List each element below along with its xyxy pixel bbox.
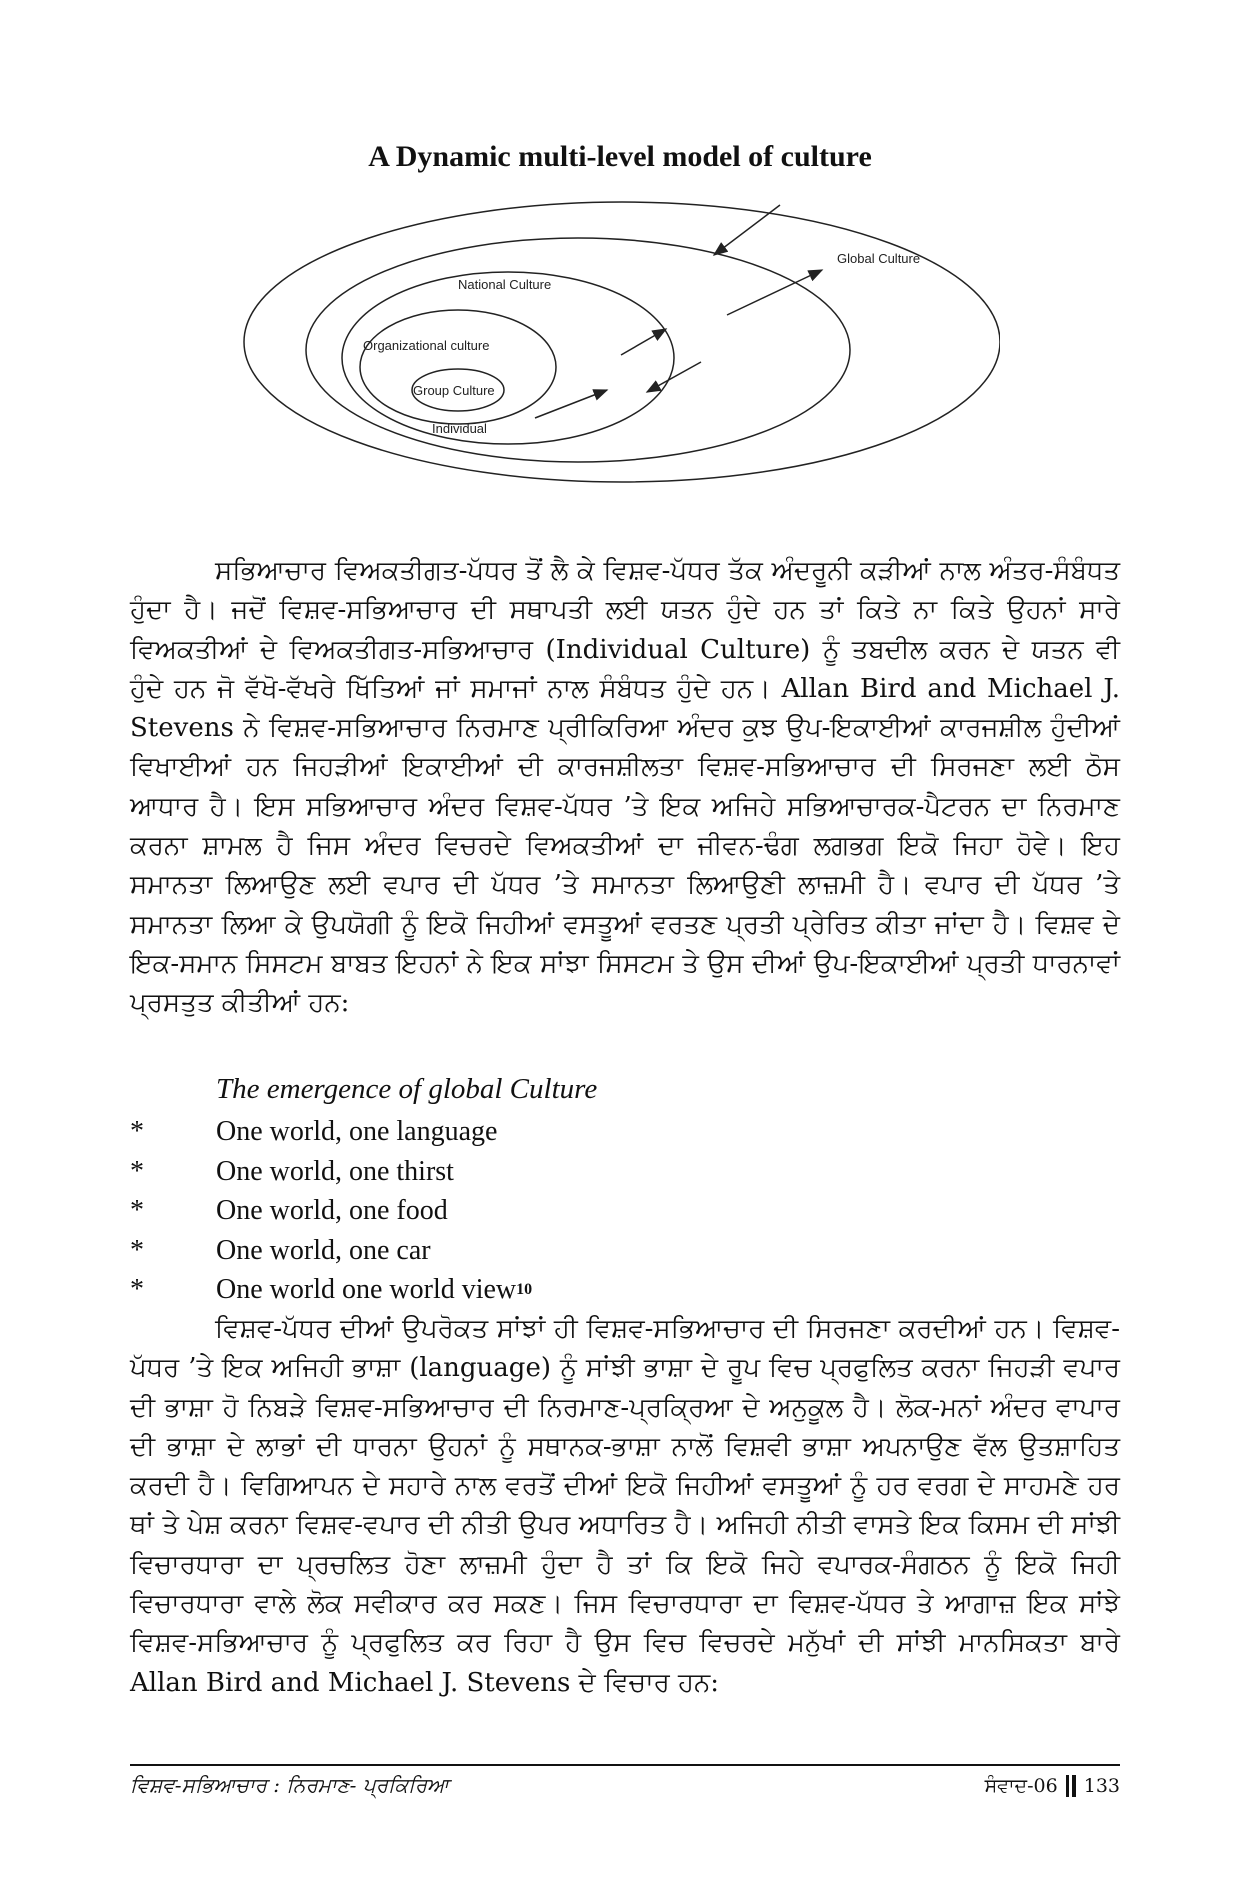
- arrow-individual-to-group: [535, 390, 607, 418]
- footnote-reference[interactable]: 10: [516, 1281, 533, 1298]
- group-culture-label: Group Culture: [413, 383, 495, 398]
- arrow-national-to-global: [727, 270, 822, 315]
- footer-rule: [130, 1764, 1120, 1766]
- footer-running-title: ਵਿਸ਼ਵ-ਸਭਿਆਚਾਰ : ਨਿਰਮਾਣ- ਪ੍ਰਕਿਰਿਆ: [130, 1773, 449, 1797]
- individual-label: Individual: [432, 421, 487, 436]
- bullet-list: [130, 1112, 532, 1310]
- list-item: [130, 1152, 532, 1192]
- bullet-text: One world, one language: [216, 1116, 498, 1147]
- list-item: [130, 1191, 532, 1231]
- footer-issue: ਸੰਵਾਦ-06: [984, 1775, 1058, 1797]
- organizational-culture-ellipse: [342, 272, 674, 444]
- subheading: The emergence of global Culture: [216, 1073, 598, 1105]
- bullet-marker: *: [130, 1116, 144, 1147]
- bullet-marker: *: [130, 1234, 144, 1266]
- organizational-culture-label: Organizational culture: [363, 338, 490, 353]
- bullet-text: One world one world view: [216, 1274, 517, 1305]
- bullet-text: One world, one thirst: [216, 1155, 454, 1187]
- bullet-text: One world, one car: [216, 1234, 431, 1266]
- national-culture-label: National Culture: [458, 277, 552, 292]
- page-title: A Dynamic multi-level model of culture: [368, 140, 872, 173]
- global-culture-ellipse: [244, 202, 1000, 482]
- bullet-marker: *: [130, 1155, 144, 1187]
- list-item: [130, 1231, 532, 1271]
- separator-bars-icon: [1066, 1775, 1076, 1797]
- arrow-organizational-to-national: [621, 329, 666, 355]
- page-number: 133: [1083, 1775, 1120, 1797]
- global-culture-label: Global Culture: [837, 251, 921, 266]
- list-item: [130, 1270, 532, 1310]
- footer-page-info: [985, 1775, 1120, 1797]
- list-item: [130, 1112, 532, 1152]
- bullet-marker: *: [130, 1195, 144, 1226]
- bullet-text: One world, one food: [216, 1195, 448, 1226]
- group-culture-ellipse: [360, 310, 556, 424]
- bullet-marker: *: [130, 1274, 144, 1305]
- arrow-global-to-national: [714, 205, 780, 255]
- paragraph-intro: ਸਭਿਆਚਾਰ ਵਿਅਕਤੀਗਤ-ਪੱਧਰ ਤੋਂ ਲੈ ਕੇ ਵਿਸ਼ਵ-ਪੱਧਰ ਤੱਕ ਅੰਦਰੂਨੀ ਕੜੀਆਂ ਨਾਲ ਅੰਤਰ-ਸੰਬੰਧਤ ਹੁੰਦਾ ਹੈ। ਜਦੋਂ ਵਿਸ਼ਵ-ਸਭਿਆਚਾਰ ਦੀ ਸਥਾਪਤੀ ਲਈ ਯਤਨ ਹੁੰਦੇ ਹਨ ਤਾਂ ਕਿਤੇ ਨਾ ਕਿਤੇ ਉਹਨਾਂ ਸਾਰੇ ਵਿਅਕਤੀਆਂ ਦੇ ਵਿਅਕਤੀਗਤ-ਸਭਿਆਚਾਰ (Individual Culture) ਨੂੰ ਤਬਦੀਲ ਕਰਨ ਦੇ ਯਤਨ ਵੀ ਹੁੰਦੇ ਹਨ ਜੋ ਵੱਖੋ-ਵੱਖਰੇ ਖਿੱਤਿਆਂ ਜਾਂ ਸਮਾਜਾਂ ਨਾਲ ਸੰਬੰਧਤ ਹੁੰਦੇ ਹਨ। Allan Bird and Michael J. Stevens ਨੇ ਵਿਸ਼ਵ-ਸਭਿਆਚਾਰ ਨਿਰਮਾਣ ਪ੍ਰੀਕਿਰਿਆ ਅੰਦਰ ਕੁਝ ਉਪ-ਇਕਾਈਆਂ ਕਾਰਜਸ਼ੀਲ ਹੁੰਦੀਆਂ ਵਿਖਾਈਆਂ ਹਨ ਜਿਹੜੀਆਂ ਇਕਾਈਆਂ ਦੀ ਕਾਰਜਸ਼ੀਲਤਾ ਵਿਸ਼ਵ-ਸਭਿਆਚਾਰ ਦੀ ਸਿਰਜਣਾ ਲਈ ਠੋਸ ਆਧਾਰ ਹੈ। ਇਸ ਸਭਿਆਚਾਰ ਅੰਦਰ ਵਿਸ਼ਵ-ਪੱਧਰ ’ਤੇ ਇਕ ਅਜਿਹੇ ਸਭਿਆਚਾਰਕ-ਪੈਟਰਨ ਦਾ ਨਿਰਮਾਣ ਕਰਨਾ ਸ਼ਾਮਲ ਹੈ ਜਿਸ ਅੰਦਰ ਵਿਚਰਦੇ ਵਿਅਕਤੀਆਂ ਦਾ ਜੀਵਨ-ਢੰਗ ਲਗਭਗ ਇਕੋ ਜਿਹਾ ਹੋਵੇ। ਇਹ ਸਮਾਨਤਾ ਲਿਆਉਣ ਲਈ ਵਪਾਰ ਦੀ ਪੱਧਰ ’ਤੇ ਸਮਾਨਤਾ ਲਿਆਉਣੀ ਲਾਜ਼ਮੀ ਹੈ। ਵਪਾਰ ਦੀ ਪੱਧਰ ’ਤੇ ਸਮਾਨਤਾ ਲਿਆ ਕੇ ਉਪਯੋਗੀ ਨੂੰ ਇਕੋ ਜਿਹੀਆਂ ਵਸਤੂਆਂ ਵਰਤਣ ਪ੍ਰਤੀ ਪ੍ਰੇਰਿਤ ਕੀਤਾ ਜਾਂਦਾ ਹੈ। ਵਿਸ਼ਵ ਦੇ ਇਕ-ਸਮਾਨ ਸਿਸਟਮ ਬਾਬਤ ਇਹਨਾਂ ਨੇ ਇਕ ਸਾਂਝਾ ਸਿਸਟਮ ਤੇ ਉਸ ਦੀਆਂ ਉਪ-ਇਕਾਈਆਂ ਪ੍ਰਤੀ ਧਾਰਨਾਵਾਂ ਪ੍ਰਸਤੁਤ ਕੀਤੀਆਂ ਹਨ:: [130, 556, 1120, 1019]
- paragraph-conclusion: ਵਿਸ਼ਵ-ਪੱਧਰ ਦੀਆਂ ਉਪਰੋਕਤ ਸਾਂਝਾਂ ਹੀ ਵਿਸ਼ਵ-ਸਭਿਆਚਾਰ ਦੀ ਸਿਰਜਣਾ ਕਰਦੀਆਂ ਹਨ। ਵਿਸ਼ਵ-ਪੱਧਰ ’ਤੇ ਇਕ ਅਜਿਹੀ ਭਾਸ਼ਾ (language) ਨੂੰ ਸਾਂਝੀ ਭਾਸ਼ਾ ਦੇ ਰੂਪ ਵਿਚ ਪ੍ਰਫੁਲਿਤ ਕਰਨਾ ਜਿਹੜੀ ਵਪਾਰ ਦੀ ਭਾਸ਼ਾ ਹੋ ਨਿਬੜੇ ਵਿਸ਼ਵ-ਸਭਿਆਚਾਰ ਦੀ ਨਿਰਮਾਣ-ਪ੍ਰਕ੍ਰਿਆ ਦੇ ਅਨੁਕੂਲ ਹੈ। ਲੋਕ-ਮਨਾਂ ਅੰਦਰ ਵਾਪਾਰ ਦੀ ਭਾਸ਼ਾ ਦੇ ਲਾਭਾਂ ਦੀ ਧਾਰਨਾ ਉਹਨਾਂ ਨੂੰ ਸਥਾਨਕ-ਭਾਸ਼ਾ ਨਾਲੋਂ ਵਿਸ਼ਵੀ ਭਾਸ਼ਾ ਅਪਨਾਉਣ ਵੱਲ ਉਤਸ਼ਾਹਿਤ ਕਰਦੀ ਹੈ। ਵਿਗਿਆਪਨ ਦੇ ਸਹਾਰੇ ਨਾਲ ਵਰਤੋਂ ਦੀਆਂ ਇਕੋ ਜਿਹੀਆਂ ਵਸਤੂਆਂ ਨੂੰ ਹਰ ਵਰਗ ਦੇ ਸਾਹਮਣੇ ਹਰ ਥਾਂ ਤੇ ਪੇਸ਼ ਕਰਨਾ ਵਿਸ਼ਵ-ਵਪਾਰ ਦੀ ਨੀਤੀ ਉਪਰ ਅਧਾਰਿਤ ਹੈ। ਅਜਿਹੀ ਨੀਤੀ ਵਾਸਤੇ ਇਕ ਕਿਸਮ ਦੀ ਸਾਂਝੀ ਵਿਚਾਰਧਾਰਾ ਦਾ ਪ੍ਰਚਲਿਤ ਹੋਣਾ ਲਾਜ਼ਮੀ ਹੁੰਦਾ ਹੈ ਤਾਂ ਕਿ ਇਕੋ ਜਿਹੇ ਵਪਾਰਕ-ਸੰਗਠਨ ਨੂੰ ਇਕੋ ਜਿਹੀ ਵਿਚਾਰਧਾਰਾ ਵਾਲੇ ਲੋਕ ਸਵੀਕਾਰ ਕਰ ਸਕਣ। ਜਿਸ ਵਿਚਾਰਧਾਰਾ ਦਾ ਵਿਸ਼ਵ-ਪੱਧਰ ਤੇ ਆਗਾਜ਼ ਇਕ ਸਾਂਝੇ ਵਿਸ਼ਵ-ਸਭਿਆਚਾਰ ਨੂੰ ਪ੍ਰਫੁਲਿਤ ਕਰ ਰਿਹਾ ਹੈ ਉਸ ਵਿਚ ਵਿਚਰਦੇ ਮਨੁੱਖਾਂ ਦੀ ਸਾਂਝੀ ਮਾਨਸਿਕਤਾ ਬਾਰੇ Allan Bird and Michael J. Stevens ਦੇ ਵਿਚਾਰ ਹਨ:: [130, 1314, 1120, 1698]
- culture-model-diagram: [240, 200, 1000, 500]
- arrow-national-to-organizational: [647, 362, 701, 392]
